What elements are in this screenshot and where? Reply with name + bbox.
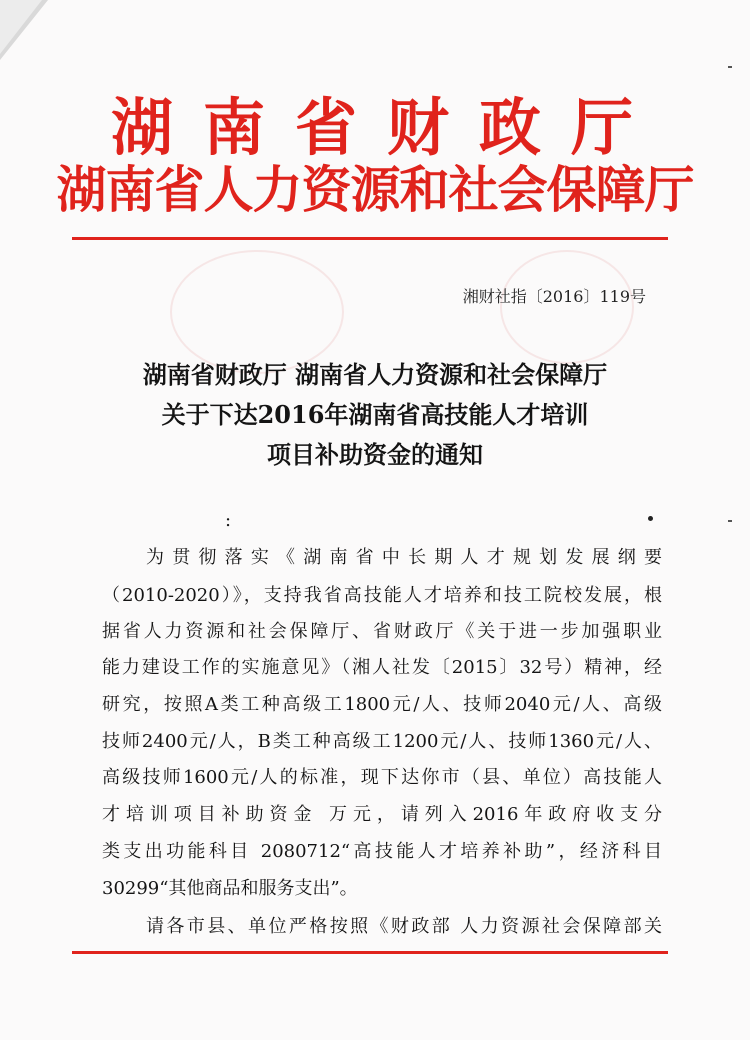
body-line: 研究，按照A类工种高级工1800元/人、技师2040元/人、高级: [102, 694, 662, 715]
ink-speck: [648, 516, 653, 521]
notice-title-line-3: 项目补助资金的通知: [267, 440, 483, 469]
body-line: 才培训项目补助资金 万元，请列入2016年政府收支分: [102, 804, 662, 825]
notice-title-line-2: 关于下达2016年湖南省高技能人才培训: [161, 400, 589, 429]
body-line: 能力建设工作的实施意见》（湘人社发〔2015〕32号）精神，经: [102, 657, 662, 678]
seal-ghost-right: [500, 250, 634, 364]
body-line: 类支出功能科目 2080712“高技能人才培养补助”，经济科目: [102, 841, 662, 862]
body-line: 为贯彻落实《湖南省中长期人才规划发展纲要: [146, 547, 662, 568]
salutation: :: [225, 510, 232, 531]
document-number: 湘财社指〔2016〕119号: [462, 287, 646, 306]
body-line: 高级技师1600元/人的标准，现下达你市（县、单位）高技能人: [102, 767, 662, 788]
footer-red-rule: [72, 951, 668, 954]
body-line: 技师2400元/人，B类工种高级工1200元/人、技师1360元/人、: [102, 731, 662, 752]
body-line: 30299“其他商品和服务支出”。: [102, 878, 358, 899]
body-line: （2010-2020）》，支持我省高技能人才培养和技工院校发展，根: [102, 585, 662, 606]
letterhead-red-rule: [72, 237, 668, 240]
body-line: 请各市县、单位严格按照《财政部 人力资源社会保障部关: [146, 916, 662, 937]
letterhead-line-2: 湖南省人力资源和社会保障厅: [56, 160, 694, 219]
body-line: 据省人力资源和社会保障厅、省财政厅《关于进一步加强职业: [102, 621, 662, 642]
folded-corner-inner: [0, 0, 42, 54]
notice-title-line-1: 湖南省财政厅 湖南省人力资源和社会保障厅: [142, 360, 608, 389]
letterhead-line-1: 湖南省财政厅: [110, 91, 663, 164]
scan-mark: [728, 66, 732, 68]
scan-mark: [728, 520, 732, 522]
